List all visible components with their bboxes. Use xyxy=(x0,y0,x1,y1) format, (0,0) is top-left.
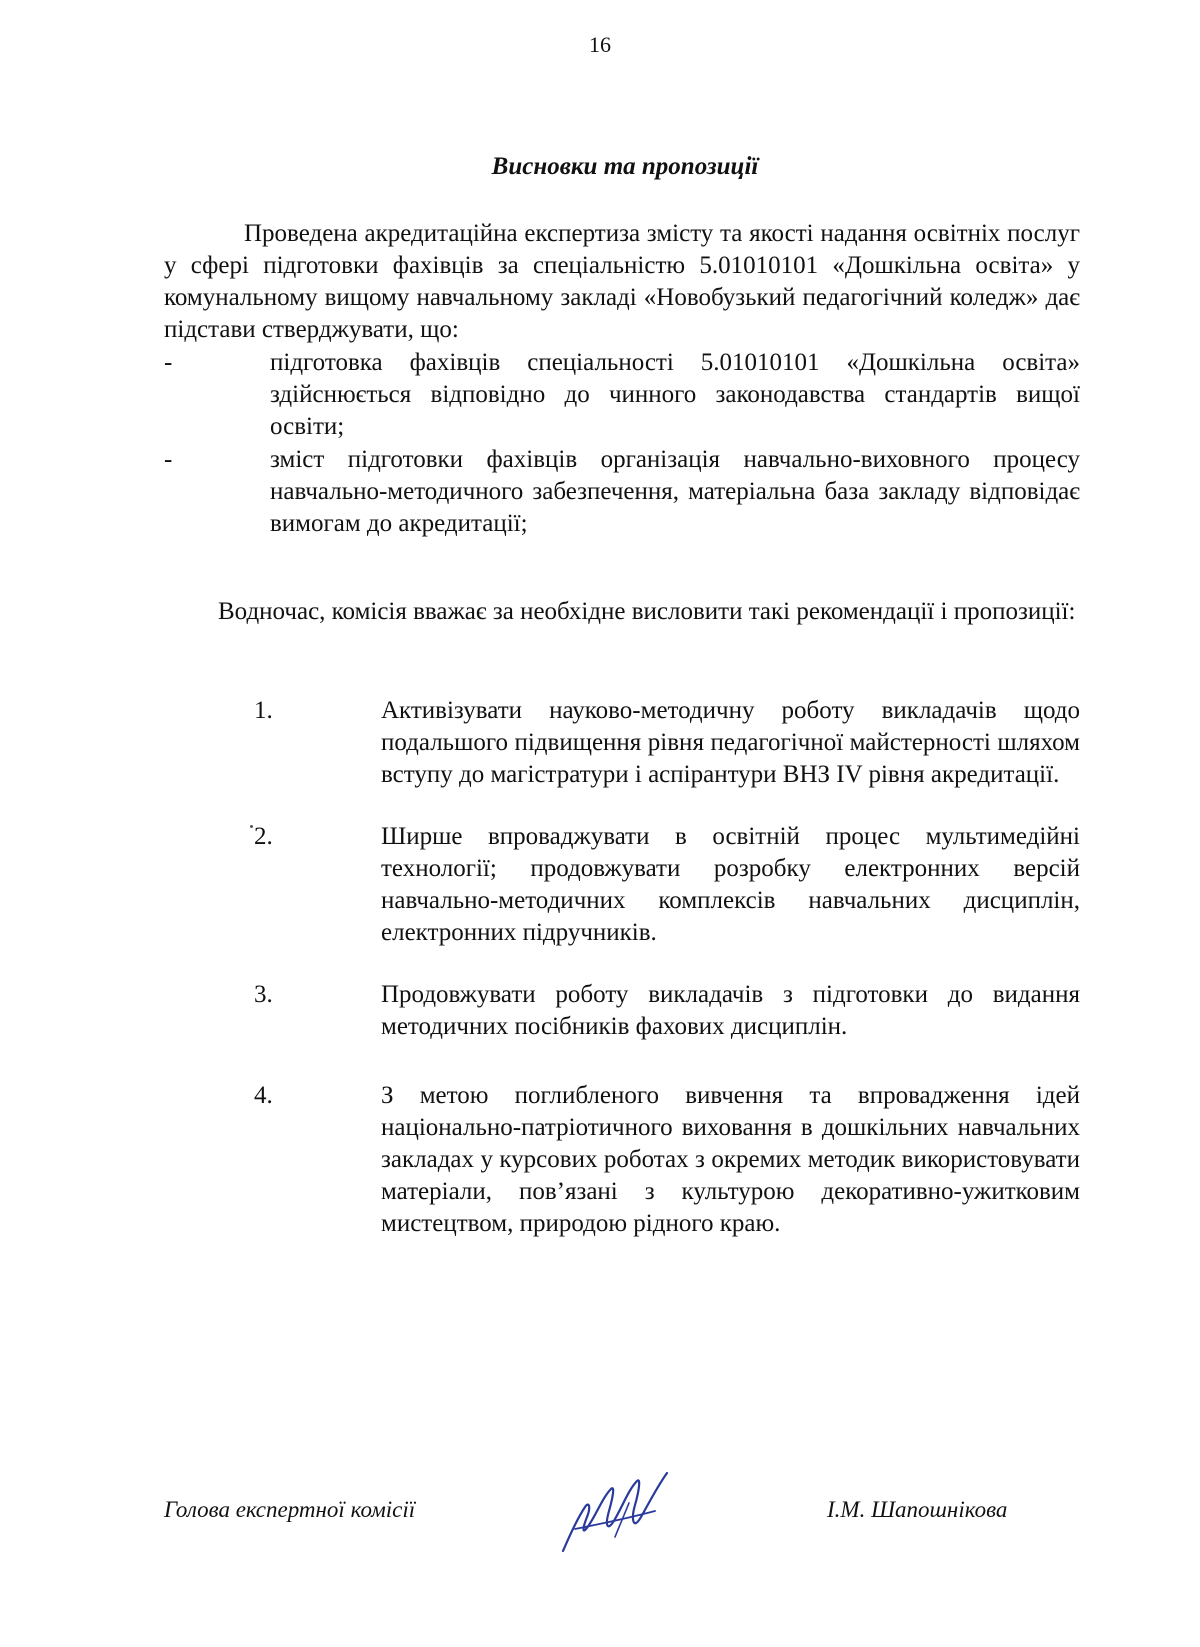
item-number: 1. xyxy=(254,697,273,724)
list-item xyxy=(164,1080,1080,1240)
scan-speck xyxy=(250,825,253,828)
item-text: Ширше впроваджувати в освітній процес мультимедійні технології; продовжувати розробку електронних версій навчально-методичних комплексів навчальних дисциплін, електронних підручників. xyxy=(381,823,1080,946)
signatory-name: І.М. Шапошнікова xyxy=(827,1497,1008,1522)
section-heading: Висновки та пропозиції xyxy=(491,153,759,180)
bullet-text: зміст підготовки фахівців організація навчально-виховного процесу навчально-методичного забезпечення, матеріальна база закладу відповідає вимогам до акредитації; xyxy=(270,446,1080,537)
item-number: 2. xyxy=(254,823,273,850)
item-number: 3. xyxy=(254,981,273,1008)
item-text: Активізувати науково-методичну роботу викладачів щодо подальшого підвищення рівня педагогічної майстерності шляхом вступу до магістратури і аспірантури ВНЗ IV рівня акредитації. xyxy=(381,697,1080,788)
list-item xyxy=(164,444,1080,540)
recommendations-list xyxy=(164,695,1080,1240)
item-number: 4. xyxy=(254,1082,273,1109)
item-text: Продовжувати роботу викладачів з підготовки до видання методичних посібників фахових дисциплін. xyxy=(381,981,1080,1040)
list-item xyxy=(164,695,1080,791)
list-item xyxy=(164,821,1080,949)
list-item xyxy=(164,347,1080,443)
handwritten-signature xyxy=(555,1467,675,1557)
list-item xyxy=(164,979,1080,1043)
recommendations-intro: Водночас, комісія вважає за необхідне висловити такі рекомендації і пропозиції: xyxy=(218,598,1076,625)
item-text: З метою поглибленого вивчення та впровадження ідей національно-патріотичного виховання в дошкільних навчальних закладах у курсових роботах з окремих методик використовувати матеріали, пов’язані з культурою декоративно-ужитковим мистецтвом, природою рідного краю. xyxy=(381,1082,1080,1237)
page-number: 16 xyxy=(589,32,611,57)
bullet-marker: - xyxy=(164,446,173,473)
signatory-role: Голова експертної комісії xyxy=(164,1497,416,1522)
conclusions-list xyxy=(164,347,1080,541)
intro-paragraph: Проведена акредитаційна експертиза змісту та якості надання освітніх послуг у сфері підготовки фахівців за спеціальністю 5.01010101 «Дошкільна освіта» у комунальному вищому навчальному закладі «Новобузький педагогічний коледж» дає підстави стверджувати, що: xyxy=(164,220,1080,343)
bullet-marker: - xyxy=(164,349,173,376)
bullet-text: підготовка фахівців спеціальності 5.01010101 «Дошкільна освіта» здійснюється відповідно до чинного законодавства стандартів вищої освіти; xyxy=(270,349,1080,440)
